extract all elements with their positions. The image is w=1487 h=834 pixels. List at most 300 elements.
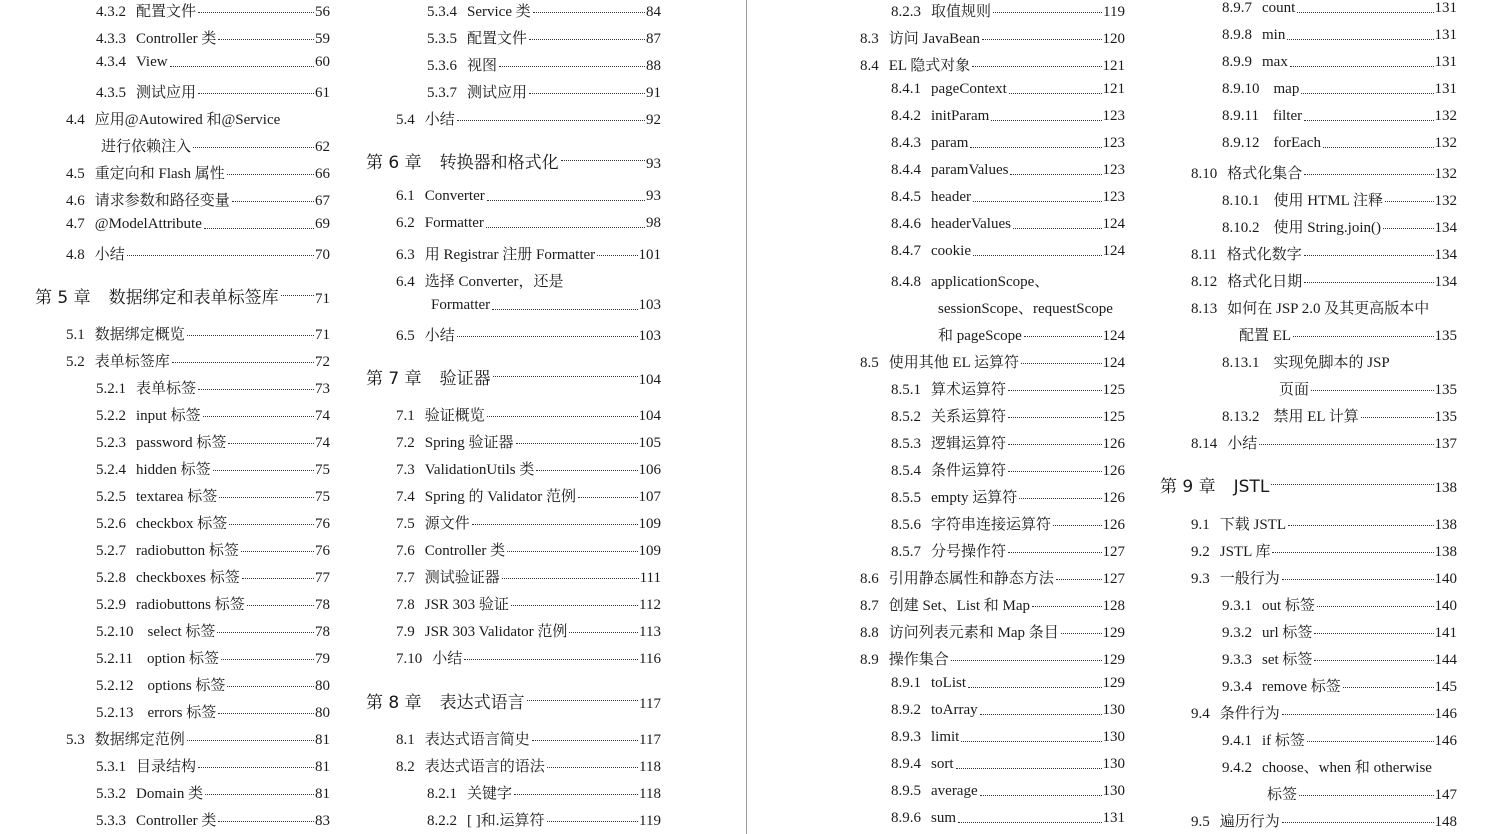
toc-entry[interactable]: [396, 620, 661, 642]
dot-leader: [511, 604, 638, 606]
toc-page-number: 132: [1434, 135, 1457, 151]
toc-entry-title: radiobutton 标签: [136, 543, 239, 559]
toc-entry[interactable]: [396, 188, 661, 210]
toc-page-number: 144: [1434, 652, 1457, 668]
dot-leader: [198, 11, 314, 13]
toc-entry[interactable]: [1222, 81, 1457, 103]
dot-leader: [1009, 92, 1102, 94]
toc-entry[interactable]: [1191, 297, 1429, 319]
toc-entry[interactable]: [1222, 756, 1432, 778]
toc-entry[interactable]: [1191, 162, 1457, 184]
toc-entry[interactable]: [891, 216, 1125, 238]
toc-page-number: 146: [1434, 733, 1457, 749]
toc-entry[interactable]: [96, 0, 330, 22]
toc-page-number: 135: [1434, 328, 1457, 344]
toc-entry[interactable]: [1222, 351, 1390, 373]
toc-entry-number: 9.3.1: [1222, 598, 1252, 614]
toc-entry[interactable]: [891, 270, 1049, 292]
toc-entry-number: 5.2.12: [96, 678, 134, 694]
toc-entry[interactable]: [1279, 378, 1457, 400]
toc-entry-title: 关键字: [467, 786, 513, 802]
toc-entry[interactable]: [396, 512, 661, 534]
dot-leader: [1056, 578, 1102, 580]
toc-entry-title: 字符串连接运算符: [931, 517, 1052, 533]
toc-entry[interactable]: [66, 216, 330, 238]
toc-page-number: 60: [315, 54, 330, 70]
toc-entry-title: textarea 标签: [136, 489, 218, 505]
toc-entry[interactable]: [1222, 189, 1457, 211]
dot-leader: [980, 713, 1102, 715]
toc-entry[interactable]: [66, 350, 330, 372]
toc-page-number: 137: [1434, 436, 1457, 452]
toc-entry-number: 7.2: [396, 435, 415, 451]
toc-entry[interactable]: [891, 729, 1125, 751]
toc-entry-number: 第 8 章: [366, 693, 422, 713]
toc-page-number: 80: [315, 705, 330, 721]
toc-page-number: 125: [1102, 382, 1125, 398]
toc-entry-title: 用 Registrar 注册 Formatter: [424, 247, 596, 263]
toc-page-number: 80: [315, 678, 330, 694]
toc-page-number: 123: [1102, 135, 1125, 151]
toc-entry[interactable]: [891, 540, 1125, 562]
toc-entry[interactable]: [427, 27, 661, 49]
toc-entry[interactable]: [1191, 270, 1457, 292]
toc-page-number: 88: [646, 58, 661, 74]
toc-entry-title: 表单标签库: [94, 354, 170, 370]
dot-leader: [982, 38, 1102, 40]
toc-entry[interactable]: [96, 755, 330, 777]
dot-leader: [547, 820, 639, 822]
toc-entry[interactable]: [396, 404, 661, 426]
dot-leader: [218, 820, 314, 822]
dot-leader: [228, 442, 314, 444]
toc-entry[interactable]: [860, 567, 1125, 589]
toc-entry[interactable]: [1191, 810, 1457, 832]
toc-entry[interactable]: [891, 243, 1125, 265]
toc-chapter-heading[interactable]: [366, 688, 661, 713]
dot-leader: [1311, 389, 1433, 391]
toc-entry[interactable]: [96, 809, 330, 831]
dot-leader: [973, 254, 1102, 256]
toc-entry[interactable]: [96, 458, 330, 480]
toc-entry-number: 5.3.7: [427, 85, 457, 101]
toc-entry[interactable]: [66, 189, 330, 211]
toc-entry[interactable]: [396, 108, 661, 130]
toc-page-number: 123: [1102, 162, 1125, 178]
toc-entry[interactable]: [1191, 513, 1457, 535]
dot-leader: [514, 793, 638, 795]
toc-entry[interactable]: [96, 593, 330, 615]
toc-entry-number: 9.4: [1191, 706, 1210, 722]
dot-leader: [578, 496, 638, 498]
toc-entry-number: 4.8: [66, 247, 85, 263]
toc-entry-number: 8.4.7: [891, 243, 921, 259]
toc-entry-title: 算术运算符: [931, 382, 1007, 398]
toc-page-number: 121: [1102, 81, 1125, 97]
toc-page-number: 67: [315, 193, 330, 209]
dot-leader: [569, 631, 638, 633]
toc-entry[interactable]: [938, 297, 1113, 319]
toc-entry[interactable]: [891, 405, 1125, 427]
toc-page-number: 130: [1102, 729, 1125, 745]
toc-entry[interactable]: [1191, 243, 1457, 265]
toc-page-number: 124: [1102, 216, 1125, 232]
toc-entry-number: 8.13.1: [1222, 355, 1260, 371]
toc-entry[interactable]: [431, 297, 661, 319]
toc-page-number: 129: [1102, 625, 1125, 641]
toc-entry-number: 8.9.6: [891, 810, 921, 826]
dot-leader: [968, 686, 1101, 688]
toc-entry-title: initParam: [931, 108, 990, 124]
toc-entry[interactable]: [96, 27, 330, 49]
dot-leader: [219, 496, 314, 498]
toc-page-number: 91: [646, 85, 661, 101]
toc-entry-title: 格式化集合: [1227, 166, 1303, 182]
toc-entry[interactable]: [1222, 621, 1457, 643]
dot-leader: [1304, 281, 1433, 283]
toc-entry[interactable]: [891, 486, 1125, 508]
toc-entry-number: 8.10.2: [1222, 220, 1260, 236]
toc-entry[interactable]: [1267, 783, 1457, 805]
toc-entry[interactable]: [860, 27, 1125, 49]
toc-page-number: 74: [315, 435, 330, 451]
toc-entry-title: 视图: [467, 58, 498, 74]
toc-entry[interactable]: [396, 431, 661, 453]
toc-entry-title: 应用@Autowired 和@Service: [94, 112, 281, 128]
toc-entry-number: 6.2: [396, 215, 415, 231]
toc-entry-number: 第 9 章: [1160, 477, 1216, 497]
toc-page-number: 138: [1434, 480, 1457, 496]
toc-page-number: 105: [638, 435, 661, 451]
dot-leader: [218, 712, 314, 714]
toc-entry[interactable]: [96, 782, 330, 804]
toc-entry-title: 下载 JSTL: [1219, 517, 1287, 533]
toc-entry-title: select 标签: [147, 624, 216, 640]
dot-leader: [956, 767, 1102, 769]
toc-entry[interactable]: [1222, 108, 1457, 130]
toc-entry[interactable]: [396, 243, 661, 265]
dot-leader: [958, 821, 1101, 823]
toc-page-number: 106: [638, 462, 661, 478]
toc-page-number: 129: [1102, 675, 1125, 691]
dot-leader: [502, 577, 639, 579]
toc-entry[interactable]: [1222, 729, 1457, 751]
toc-entry-title: forEach: [1273, 135, 1321, 151]
toc-entry[interactable]: [396, 324, 661, 346]
toc-entry-title: 表达式语言简史: [424, 732, 530, 748]
toc-entry-number: 8.5.3: [891, 436, 921, 452]
toc-entry-title: if 标签: [1262, 733, 1305, 749]
dot-leader: [1013, 227, 1102, 229]
toc-entry[interactable]: [396, 485, 661, 507]
toc-entry[interactable]: [891, 783, 1125, 805]
toc-page-number: 117: [639, 732, 661, 748]
toc-chapter-heading[interactable]: [366, 148, 661, 173]
toc-page-number: 81: [315, 732, 330, 748]
toc-entry-title: 使用 String.join(): [1273, 220, 1381, 236]
toc-entry[interactable]: [891, 810, 1125, 832]
toc-page-number: 124: [1102, 355, 1125, 371]
toc-entry-number: 7.1: [396, 408, 415, 424]
toc-entry[interactable]: [1239, 324, 1457, 346]
toc-entry[interactable]: [96, 701, 330, 723]
toc-page-number: 104: [638, 372, 661, 388]
toc-page-number: 62: [315, 139, 330, 155]
toc-entry[interactable]: [1222, 405, 1457, 427]
toc-entry-number: 7.5: [396, 516, 415, 532]
toc-entry[interactable]: [891, 756, 1125, 778]
toc-entry[interactable]: [396, 215, 661, 237]
dot-leader: [198, 388, 314, 390]
dot-leader: [1297, 11, 1433, 13]
toc-page-number: 98: [646, 215, 661, 231]
toc-entry[interactable]: [66, 323, 330, 345]
toc-entry-title: 重定向和 Flash 属性: [94, 166, 225, 182]
dot-leader: [961, 740, 1101, 742]
toc-entry-number: 8.14: [1191, 436, 1218, 452]
toc-entry[interactable]: [427, 81, 661, 103]
toc-entry[interactable]: [891, 432, 1125, 454]
toc-page-number: 131: [1434, 54, 1457, 70]
dot-leader: [1299, 794, 1433, 796]
toc-entry[interactable]: [1222, 675, 1457, 697]
toc-entry-number: 9.3.3: [1222, 652, 1252, 668]
toc-entry-number: 5.2: [66, 354, 85, 370]
toc-entry[interactable]: [860, 594, 1125, 616]
dot-leader: [529, 92, 645, 94]
toc-entry[interactable]: [891, 108, 1125, 130]
toc-page-number: 83: [315, 813, 330, 829]
toc-entry-title: max: [1262, 54, 1288, 70]
toc-page-number: 117: [639, 696, 661, 712]
toc-entry-title: 和 pageScope: [938, 328, 1022, 344]
toc-entry[interactable]: [396, 458, 661, 480]
toc-entry-title: toArray: [931, 702, 978, 718]
toc-entry[interactable]: [891, 0, 1125, 22]
toc-page-number: 126: [1102, 463, 1125, 479]
toc-entry[interactable]: [396, 593, 661, 615]
toc-entry[interactable]: [891, 162, 1125, 184]
toc-entry-title: out 标签: [1262, 598, 1315, 614]
dot-leader: [970, 146, 1101, 148]
page-divider: [746, 0, 747, 834]
toc-entry-number: 8.5.7: [891, 544, 921, 560]
toc-page-number: 134: [1434, 274, 1457, 290]
toc-page-number: 134: [1434, 220, 1457, 236]
toc-entry[interactable]: [891, 378, 1125, 400]
toc-entry[interactable]: [96, 620, 330, 642]
toc-entry[interactable]: [860, 54, 1125, 76]
toc-entry[interactable]: [891, 675, 1125, 697]
toc-entry[interactable]: [1191, 702, 1457, 724]
dot-leader: [536, 469, 637, 471]
dot-leader: [486, 226, 645, 228]
toc-page-number: 78: [315, 624, 330, 640]
toc-entry[interactable]: [96, 377, 330, 399]
toc-entry[interactable]: [396, 728, 661, 750]
toc-entry-title: 表达式语言的语法: [424, 759, 545, 775]
toc-entry[interactable]: [1222, 54, 1457, 76]
toc-entry[interactable]: [96, 431, 330, 453]
toc-entry-number: 9.5: [1191, 814, 1210, 830]
toc-page-number: 132: [1434, 108, 1457, 124]
toc-entry[interactable]: [427, 54, 661, 76]
toc-entry-title: input 标签: [136, 408, 201, 424]
toc-entry-title: 实现免脚本的 JSP: [1273, 355, 1390, 371]
toc-entry-number: 7.4: [396, 489, 415, 505]
toc-page-number: 70: [315, 247, 330, 263]
toc-entry-title: hidden 标签: [136, 462, 211, 478]
toc-page-number: 72: [315, 354, 330, 370]
toc-entry[interactable]: [860, 351, 1125, 373]
toc-entry[interactable]: [938, 324, 1125, 346]
dot-leader: [1282, 713, 1434, 715]
toc-entry-title: map: [1273, 81, 1300, 97]
toc-entry[interactable]: [1222, 135, 1457, 157]
toc-entry[interactable]: [96, 81, 330, 103]
toc-chapter-heading[interactable]: [366, 364, 661, 389]
dot-leader: [1314, 659, 1433, 661]
toc-entry-title: JSR 303 验证: [424, 597, 509, 613]
toc-entry-title: 数据绑定概览: [94, 327, 185, 343]
toc-entry[interactable]: [891, 513, 1125, 535]
toc-entry[interactable]: [66, 108, 280, 130]
toc-entry[interactable]: [1222, 27, 1457, 49]
toc-entry-number: 8.9.4: [891, 756, 921, 772]
toc-entry-number: 4.3.2: [96, 4, 126, 20]
toc-entry-number: 8.9.2: [891, 702, 921, 718]
toc-entry-title: 配置文件: [467, 31, 528, 47]
toc-entry-title: 验证器: [439, 369, 491, 389]
toc-entry-title: 数据绑定和表单标签库: [108, 288, 279, 308]
dot-leader: [493, 375, 638, 377]
toc-entry-title: Formatter: [424, 215, 484, 231]
dot-leader: [1282, 821, 1434, 823]
toc-entry[interactable]: [66, 728, 330, 750]
toc-entry[interactable]: [427, 0, 661, 22]
dot-leader: [1304, 173, 1433, 175]
toc-entry[interactable]: [66, 243, 330, 265]
dot-leader: [213, 469, 314, 471]
toc-entry[interactable]: [1191, 432, 1457, 454]
dot-leader: [205, 793, 314, 795]
toc-page-number: 103: [638, 297, 661, 313]
toc-entry-title: EL 隐式对象: [888, 58, 971, 74]
toc-entry[interactable]: [96, 485, 330, 507]
toc-entry[interactable]: [66, 162, 330, 184]
toc-entry-title: url 标签: [1262, 625, 1313, 641]
toc-chapter-heading[interactable]: [1160, 472, 1457, 497]
toc-entry[interactable]: [396, 270, 563, 292]
toc-page-number: 84: [646, 4, 661, 20]
toc-entry[interactable]: [427, 782, 661, 804]
toc-entry-title: 配置文件: [136, 4, 197, 20]
toc-entry-number: 8.5.2: [891, 409, 921, 425]
toc-chapter-heading[interactable]: [35, 283, 330, 308]
dot-leader: [187, 739, 314, 741]
toc-page-number: 109: [638, 543, 661, 559]
toc-entry[interactable]: [891, 702, 1125, 724]
toc-entry[interactable]: [1191, 540, 1457, 562]
toc-entry-title: 格式化数字: [1226, 247, 1302, 263]
toc-entry[interactable]: [96, 566, 330, 588]
toc-entry[interactable]: [96, 674, 330, 696]
toc-entry[interactable]: [96, 404, 330, 426]
toc-entry-number: 8.10.1: [1222, 193, 1260, 209]
toc-entry-number: 8.3: [860, 31, 879, 47]
toc-page-number: 138: [1434, 517, 1457, 533]
toc-entry[interactable]: [1222, 648, 1457, 670]
toc-entry-title: 小结: [432, 651, 463, 667]
toc-entry[interactable]: [396, 755, 661, 777]
toc-entry[interactable]: [1222, 594, 1457, 616]
dot-leader: [203, 415, 314, 417]
dot-leader: [492, 308, 637, 310]
toc-entry-title: 数据绑定范例: [94, 732, 185, 748]
toc-page-number: 109: [638, 516, 661, 532]
toc-entry[interactable]: [1191, 567, 1457, 589]
toc-entry-number: 5.2.9: [96, 597, 126, 613]
toc-entry[interactable]: [396, 647, 661, 669]
toc-entry-title: limit: [931, 729, 960, 745]
dot-leader: [487, 199, 645, 201]
toc-entry[interactable]: [101, 135, 330, 157]
toc-entry[interactable]: [396, 539, 661, 561]
dot-leader: [1024, 335, 1102, 337]
toc-entry-number: 8.4.4: [891, 162, 921, 178]
dot-leader: [227, 685, 314, 687]
toc-entry[interactable]: [891, 81, 1125, 103]
toc-entry[interactable]: [891, 189, 1125, 211]
toc-page-number: 132: [1434, 193, 1457, 209]
toc-entry[interactable]: [96, 647, 330, 669]
toc-entry-number: 4.3.5: [96, 85, 126, 101]
toc-entry[interactable]: [1222, 0, 1457, 22]
toc-entry-title: 访问列表元素和 Map 条目: [888, 625, 1059, 641]
toc-page-number: 121: [1102, 58, 1125, 74]
toc-entry[interactable]: [860, 621, 1125, 643]
toc-entry-title: @ModelAttribute: [94, 216, 202, 232]
toc-entry-number: 8.9.5: [891, 783, 921, 799]
toc-entry[interactable]: [860, 648, 1125, 670]
dot-leader: [1271, 483, 1433, 485]
toc-entry-title: sort: [931, 756, 954, 772]
toc-entry-number: 8.9.10: [1222, 81, 1260, 97]
toc-entry[interactable]: [427, 809, 661, 831]
toc-entry-number: 6.3: [396, 247, 415, 263]
toc-entry[interactable]: [96, 539, 330, 561]
dot-leader: [533, 11, 645, 13]
dot-leader: [241, 550, 314, 552]
dot-leader: [507, 550, 637, 552]
toc-entry-number: 第 6 章: [366, 153, 422, 173]
dot-leader: [1061, 632, 1102, 634]
toc-entry-title: checkboxes 标签: [136, 570, 240, 586]
toc-entry-title: 条件行为: [1219, 706, 1280, 722]
toc-entry-number: 4.3.4: [96, 54, 126, 70]
toc-entry[interactable]: [1222, 216, 1457, 238]
toc-entry-title: choose、when 和 otherwise: [1262, 760, 1432, 776]
dot-leader: [227, 173, 314, 175]
toc-entry[interactable]: [891, 459, 1125, 481]
toc-page-number: 146: [1434, 706, 1457, 722]
toc-entry[interactable]: [96, 512, 330, 534]
toc-entry[interactable]: [396, 566, 661, 588]
toc-entry-number: 5.3.2: [96, 786, 126, 802]
toc-entry[interactable]: [96, 54, 330, 76]
dot-leader: [1288, 524, 1433, 526]
toc-entry[interactable]: [891, 135, 1125, 157]
